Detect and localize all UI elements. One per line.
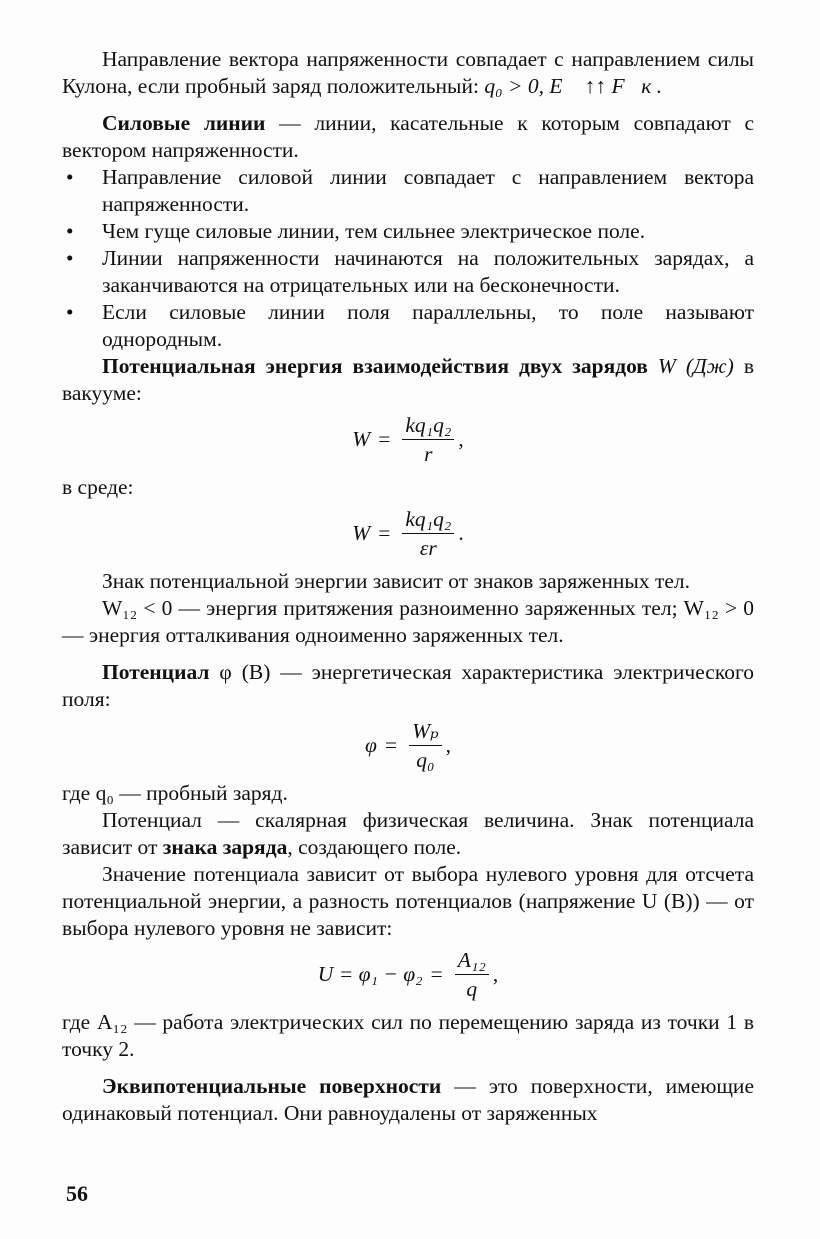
term-equipotential: Эквипотенциальные поверхности [102, 1074, 442, 1098]
paragraph-energy-sign: Знак потенциальной энергии зависит от знаков заряженных тел. [102, 569, 691, 593]
fraction-denominator: q₀ [416, 748, 435, 772]
fraction-denominator: r [424, 442, 433, 466]
fraction [409, 719, 442, 772]
formula-lhs: W [352, 427, 371, 451]
fraction-denominator: εr [419, 536, 437, 560]
direction-condition: q₀ > 0, E⃗ ↑↑ F⃗к . [484, 74, 663, 98]
paragraph-test-charge: где q₀ — пробный заряд. [62, 781, 288, 805]
fraction-numerator: kq₁q₂ [402, 413, 454, 440]
fraction-denominator: q [466, 977, 478, 1001]
field-lines-bullet-list [62, 164, 754, 353]
term-field-lines: Силовые линии [102, 111, 266, 135]
formula-punctuation: , [445, 733, 451, 757]
formula-equals: = [430, 962, 443, 986]
paragraph-text: Направление вектора напряженности совпадает с направлением силы Кулона, если пробный заряд положительный: [62, 47, 754, 98]
formula-equals: = [378, 521, 391, 545]
formula-punctuation: , [458, 427, 464, 451]
definition-potential: φ (В) — энергетическая характеристика электрического поля: [62, 660, 754, 711]
paragraph-text: Потенциал — скалярная физическая величина. Знак потенциала зависит от [62, 808, 754, 859]
paragraph-potential-energy [62, 353, 754, 407]
formula-lhs: U = φ₁ − φ₂ [317, 962, 423, 986]
fraction [455, 948, 489, 1001]
list-item: • Если силовые линии поля параллельны, то поле называют однородным. [62, 299, 754, 353]
paragraph-zero-level: Значение потенциала зависит от выбора нулевого уровня для отсчета потенциальной энергии, а разность потенциалов (напряжение U (В)) — от выбора нулевого уровня не зависит: [62, 862, 754, 940]
fraction-numerator: A₁₂ [455, 948, 489, 975]
page-number: 56 [66, 1181, 88, 1206]
list-item: • Направление силовой линии совпадает с направлением вектора напряженности. [62, 164, 754, 218]
paragraph-field-direction [62, 46, 754, 100]
term-charge-sign: знака заряда [162, 835, 288, 859]
medium-label: в среде: [62, 475, 134, 499]
vacuum-label: в вакууме: [62, 354, 754, 405]
formula-punctuation: , [492, 962, 499, 986]
fraction-numerator: kq₁q₂ [402, 507, 454, 534]
definition-equipotential: — это поверхности, имеющие одинаковый потенциал. Они равноудалены от заряженных [62, 1074, 754, 1125]
paragraph-field-lines [62, 110, 754, 164]
list-item: • Линии напряженности начинаются на положительных зарядах, а заканчиваются на отрицательных или на бесконечности. [62, 245, 754, 299]
list-item: • Чем гуще силовые линии, тем сильнее электрическое поле. [62, 218, 754, 245]
term-potential: Потенциал [102, 660, 210, 684]
paragraph-energy-types: W₁₂ < 0 — энергия притяжения разноименно заряженных тел; W₁₂ > 0 — энергия отталкивания одноименно заряженных тел. [62, 596, 754, 647]
page-content [62, 46, 754, 1127]
formula-energy-vacuum [62, 413, 754, 466]
formula-punctuation: . [458, 521, 464, 545]
paragraph-work: где A₁₂ — работа электрических сил по перемещению заряда из точки 1 в точку 2. [62, 1010, 754, 1061]
term-potential-energy: Потенциальная энергия взаимодействия двух зарядов [102, 354, 648, 378]
fraction [402, 507, 454, 560]
formula-voltage [62, 948, 754, 1001]
energy-unit: W (Дж) [647, 354, 734, 378]
paragraph-text: , создающего поле. [287, 835, 462, 859]
paragraph-equipotential [62, 1073, 754, 1127]
formula-equals: = [378, 427, 391, 451]
formula-energy-medium [62, 507, 754, 560]
formula-lhs: W [352, 521, 371, 545]
formula-potential [62, 719, 754, 772]
fraction-numerator: Wₚ [409, 719, 442, 746]
paragraph-scalar-potential [62, 807, 754, 861]
formula-equals: = [384, 733, 398, 757]
formula-lhs: φ [365, 733, 377, 757]
definition-field-lines: — линии, касательные к которым совпадают с вектором напряженности. [62, 111, 755, 162]
fraction [402, 413, 454, 466]
paragraph-potential [62, 659, 754, 713]
